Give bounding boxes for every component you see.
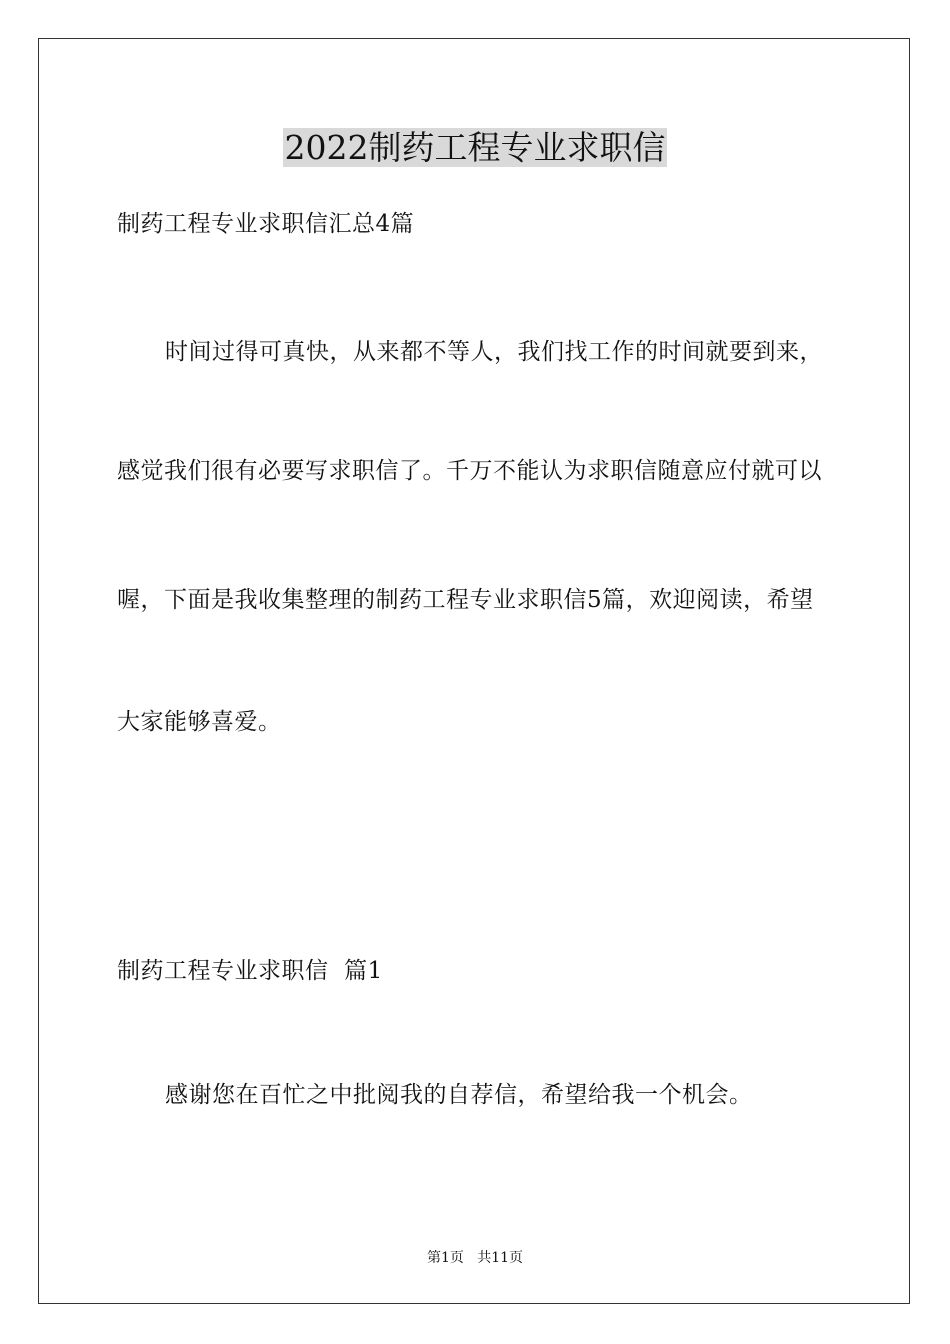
page-number-footer: 第1页 共11页 (426, 1250, 524, 1266)
section-paragraph-line: 感谢您在百忙之中批阅我的自荐信，希望给我一个机会。 (165, 1082, 753, 1108)
intro-line-3: 喔，下面是我收集整理的制药工程专业求职信5篇，欢迎阅读，希望 (117, 587, 814, 613)
document-title (0, 125, 950, 171)
document-subtitle: 制药工程专业求职信汇总4篇 (117, 211, 415, 237)
document-title-text: 2022制药工程专业求职信 (284, 128, 666, 167)
intro-line-2: 感觉我们很有必要写求职信了。千万不能认为求职信随意应付就可以 (117, 458, 822, 484)
intro-line-4: 大家能够喜爱。 (117, 709, 282, 735)
intro-line-1: 时间过得可真快，从来都不等人，我们找工作的时间就要到来， (165, 339, 823, 365)
section-heading: 制药工程专业求职信 篇1 (117, 958, 383, 984)
